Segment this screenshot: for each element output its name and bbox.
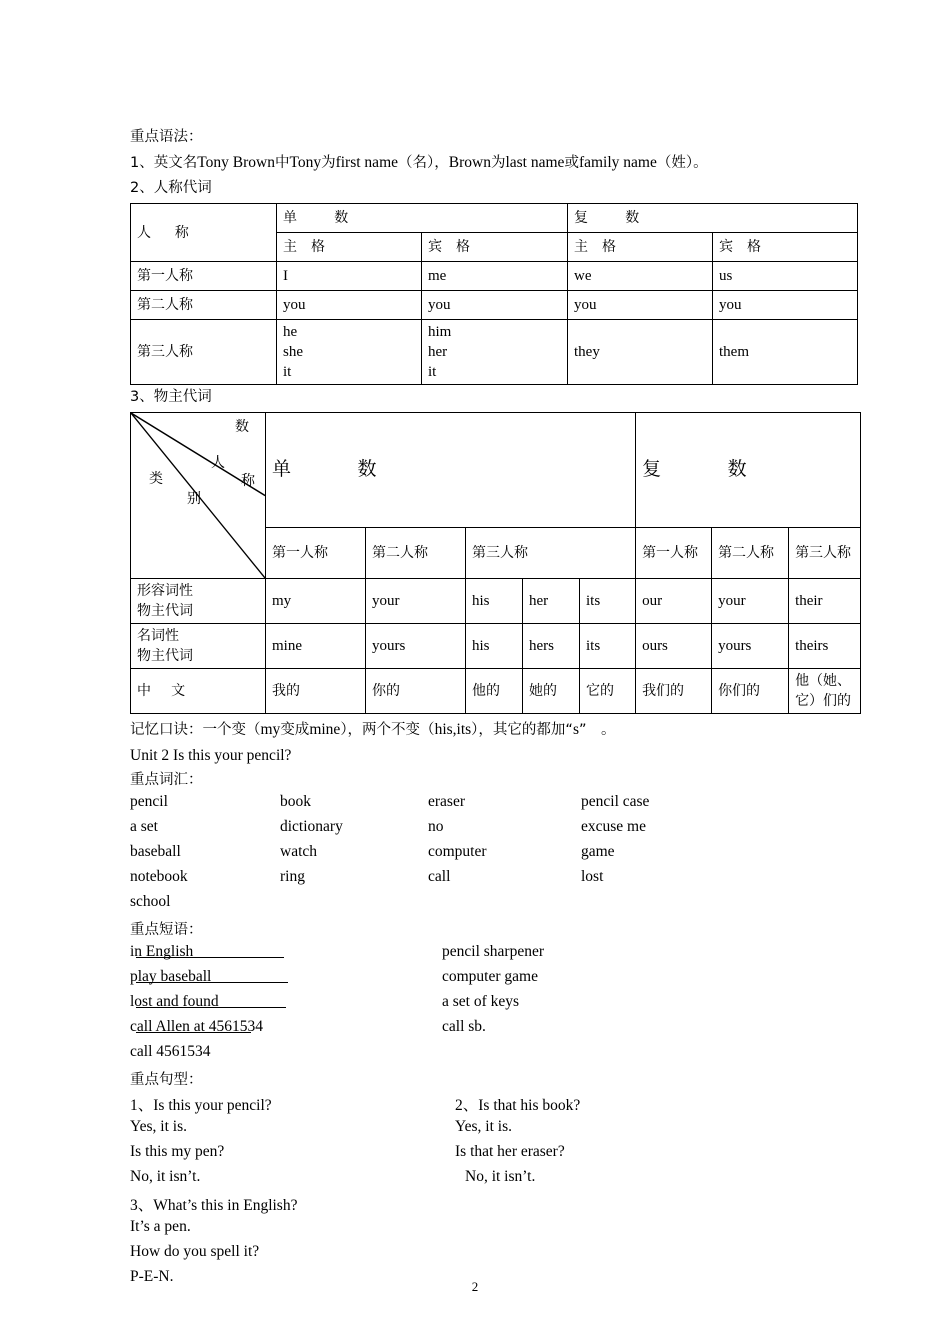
sentence-row (130, 1093, 860, 1118)
cell-line: it (428, 364, 437, 380)
phrase-right: a set of keys (442, 993, 520, 1010)
grammar-item-3-label: 3、物主代词 (130, 389, 212, 405)
row-label-line: 物主代词 (137, 648, 193, 664)
vocab-word: call (428, 868, 451, 885)
cell-value: 你们的 (712, 669, 789, 714)
cell-value: yours (366, 624, 466, 669)
phrase-right: computer game (442, 968, 538, 985)
vocabulary-row (130, 793, 860, 818)
item1-en-2: Tony (289, 154, 322, 171)
mnemonic-cn-5: ” 。 (578, 722, 616, 738)
sentence-left: Is this my pen? (130, 1143, 225, 1160)
row-label-line: 物主代词 (137, 603, 193, 619)
grammar-item-2-label: 2、人称代词 (130, 180, 212, 196)
item1-en-1: Tony Brown (197, 154, 275, 171)
cell-sg-obj: you (422, 291, 568, 320)
header-pl-subjective: 主 格 (568, 233, 713, 262)
phrase-row (130, 993, 860, 1018)
vocab-word: eraser (428, 793, 465, 810)
header-sg-objective: 宾 格 (422, 233, 568, 262)
cell-line: him (428, 324, 452, 340)
cell-value: 她的 (523, 669, 580, 714)
table-row (131, 624, 861, 669)
item1-prefix: 1、 (130, 155, 154, 171)
possessive-pronoun-table (130, 412, 861, 714)
item1-cn-6: 或 (564, 155, 579, 171)
row-label-line: 形容词性 (137, 583, 193, 599)
row-label-chinese-text: 中 文 (137, 683, 189, 699)
cell-value: its (580, 624, 636, 669)
header-plural-text: 复 数 (574, 210, 643, 226)
sentence-heading: 重点句型： (130, 1072, 203, 1088)
sentence-row (130, 1143, 860, 1168)
cell-pl-subj: they (568, 320, 713, 385)
header-singular (277, 204, 568, 233)
diag-label-category-2: 别 (187, 491, 201, 507)
item1-en-3: first name (335, 154, 399, 171)
sentence-row (130, 1168, 860, 1193)
cell-line: her (428, 344, 448, 360)
cell-value: 它的 (580, 669, 636, 714)
phrase-left-text: call 4561534 (130, 1043, 211, 1060)
cell-value: his (466, 579, 523, 624)
mnemonic-cn-1: 记忆口诀：一个变（ (130, 722, 261, 738)
phrase-blank[interactable] (136, 993, 286, 1008)
cell-value: 他的 (466, 669, 523, 714)
table-row-header-number (131, 204, 858, 233)
cell-sg-obj: me (422, 262, 568, 291)
table-row-header-number (131, 413, 861, 528)
phrase-row (130, 943, 860, 968)
vocabulary-list (130, 793, 860, 918)
row-label-chinese (131, 669, 266, 714)
corner-person-label (131, 204, 277, 262)
header-plural (568, 204, 858, 233)
diag-label-category-1: 类 (149, 471, 163, 487)
item1-cn-4: （名）， (398, 155, 449, 171)
sentence-left: Yes, it is. (130, 1118, 188, 1135)
cell-pl-obj: you (713, 291, 858, 320)
item1-en-4: Brown (448, 154, 491, 171)
diag-label-person-1: 人 (211, 455, 225, 471)
sentence-row (130, 1193, 860, 1218)
item1-cn-5: 为 (490, 155, 506, 171)
diagonal-header-cell (131, 413, 266, 579)
personal-pronoun-table (130, 203, 858, 385)
table-row (131, 669, 861, 714)
cell-value: your (712, 579, 789, 624)
vocabulary-row (130, 893, 860, 918)
header-singular-text: 单 数 (272, 458, 387, 480)
header-pl-objective: 宾 格 (713, 233, 858, 262)
cell-value: my (266, 579, 366, 624)
vocab-word: notebook (130, 868, 188, 885)
header-sg-subjective: 主 格 (277, 233, 422, 262)
vocab-word: pencil (130, 793, 168, 810)
mnemonic-cn-2: 变成 (280, 722, 310, 738)
header-plural (636, 413, 861, 528)
sentence-left: It’s a pen. (130, 1218, 191, 1235)
header-pl-second-person: 第二人称 (712, 528, 789, 579)
cell-pl-obj: them (713, 320, 858, 385)
mnemonic-line (130, 717, 860, 743)
table-row (131, 262, 858, 291)
sentence-row (130, 1218, 860, 1243)
phrase-blank[interactable] (136, 1018, 251, 1033)
item1-en-5: last name (505, 154, 565, 171)
grammar-item-1 (130, 150, 860, 176)
cell-pl-subj: you (568, 291, 713, 320)
sentence-left: 3、What’s this in English? (130, 1197, 298, 1214)
cell-value: mine (266, 624, 366, 669)
sentence-left: P-E-N. (130, 1268, 174, 1285)
mnemonic-cn-4: ），其它的都加“ (471, 722, 573, 738)
table-row (131, 579, 861, 624)
corner-label-text: 人 称 (137, 224, 194, 241)
cell-value: yours (712, 624, 789, 669)
sentence-left: No, it isn’t. (130, 1168, 201, 1185)
phrase-blank[interactable] (136, 943, 284, 958)
cell-line: it (283, 364, 292, 380)
item1-cn-3: 为 (321, 155, 336, 171)
sentence-list (130, 1093, 860, 1293)
cell-value: 我的 (266, 669, 366, 714)
sentence-left: 1、Is this your pencil? (130, 1097, 272, 1114)
vocabulary-heading: 重点词汇： (130, 772, 203, 788)
mnemonic-en-4: s (572, 721, 579, 738)
item1-cn-2: 中 (274, 155, 290, 171)
vocabulary-row (130, 818, 860, 843)
header-sg-first-person: 第一人称 (266, 528, 366, 579)
cell-sg-obj-stack (422, 320, 568, 385)
vocabulary-row (130, 868, 860, 893)
header-pl-first-person: 第一人称 (636, 528, 712, 579)
header-sg-third-person: 第三人称 (466, 528, 636, 579)
row-label-noun-possessive (131, 624, 266, 669)
cell-value: her (523, 579, 580, 624)
cell-value: your (366, 579, 466, 624)
header-plural-text: 复 数 (642, 458, 757, 480)
cell-value: their (789, 579, 861, 624)
phrase-right: pencil sharpener (442, 943, 544, 960)
table-row (131, 291, 858, 320)
header-singular (266, 413, 636, 528)
row-label-first-person: 第一人称 (131, 262, 277, 291)
cell-value: 我们的 (636, 669, 712, 714)
cell-value: ours (636, 624, 712, 669)
sentence-right: Is that her eraser? (455, 1143, 565, 1160)
cell-line: she (283, 344, 303, 360)
header-pl-third-person: 第三人称 (789, 528, 861, 579)
vocabulary-row (130, 843, 860, 868)
cell-value: its (580, 579, 636, 624)
vocab-word: book (280, 793, 311, 810)
cell-sg-subj: I (277, 262, 422, 291)
row-label-third-person: 第三人称 (131, 320, 277, 385)
unit-title: Unit 2 Is this your pencil? (130, 747, 292, 764)
mnemonic-en-1: my (260, 721, 281, 738)
item1-cn-7: （姓）。 (656, 155, 708, 171)
row-label-line: 名词性 (137, 628, 179, 644)
phrase-right: call sb. (442, 1018, 486, 1035)
item1-cn-1: 英文名 (153, 155, 198, 171)
vocab-word: pencil case (581, 793, 650, 810)
table-row (131, 320, 858, 385)
grammar-heading: 重点语法： (130, 129, 203, 145)
phrase-row (130, 1043, 860, 1068)
vocab-word: excuse me (581, 818, 646, 835)
row-label-adjective-possessive (131, 579, 266, 624)
phrase-left-text: call Allen at 4561534 (130, 1018, 264, 1035)
sentence-right: 2、Is that his book? (455, 1097, 581, 1114)
page-number: 2 (471, 1279, 479, 1294)
cell-value: hers (523, 624, 580, 669)
phrase-blank[interactable] (136, 968, 288, 983)
phrase-list (130, 943, 860, 1068)
vocab-word: a set (130, 818, 158, 835)
cell-line: he (283, 324, 298, 340)
mnemonic-en-3: his,its (434, 721, 472, 738)
diag-label-number: 数 (235, 419, 249, 435)
cell-sg-subj: you (277, 291, 422, 320)
sentence-row (130, 1118, 860, 1143)
vocab-word: baseball (130, 843, 181, 860)
sentence-right: No, it isn’t. (465, 1168, 536, 1185)
sentence-row (130, 1243, 860, 1268)
cell-pl-subj: we (568, 262, 713, 291)
phrase-row (130, 968, 860, 993)
cell-pl-obj: us (713, 262, 858, 291)
sentence-right: Yes, it is. (455, 1118, 513, 1135)
vocab-word: game (581, 843, 615, 860)
phrase-row (130, 1018, 860, 1043)
phrase-left-text: in English (130, 943, 194, 960)
row-label-second-person: 第二人称 (131, 291, 277, 320)
diag-label-person-2: 称 (241, 473, 255, 489)
cell-sg-subj-stack (277, 320, 422, 385)
phrase-left-text: lost and found (130, 993, 219, 1010)
mnemonic-en-2: mine (309, 721, 341, 738)
cell-value: our (636, 579, 712, 624)
mnemonic-cn-3: ），两个不变（ (340, 722, 435, 738)
cell-value: his (466, 624, 523, 669)
vocab-word: dictionary (280, 818, 343, 835)
cell-value: 他（她、它）们的 (789, 669, 861, 714)
vocab-word: no (428, 818, 444, 835)
vocab-word: watch (280, 843, 318, 860)
phrase-left-text: play baseball (130, 968, 212, 985)
page-content (130, 125, 860, 1293)
item1-en-6: family name (578, 154, 657, 171)
vocab-word: lost (581, 868, 604, 885)
sentence-left: How do you spell it? (130, 1243, 260, 1260)
cell-value: theirs (789, 624, 861, 669)
header-singular-text: 单 数 (283, 210, 352, 226)
header-sg-second-person: 第二人称 (366, 528, 466, 579)
cell-value: 你的 (366, 669, 466, 714)
vocab-word: computer (428, 843, 487, 860)
vocab-word: ring (280, 868, 305, 885)
phrase-heading: 重点短语： (130, 922, 203, 938)
vocab-word: school (130, 893, 171, 910)
